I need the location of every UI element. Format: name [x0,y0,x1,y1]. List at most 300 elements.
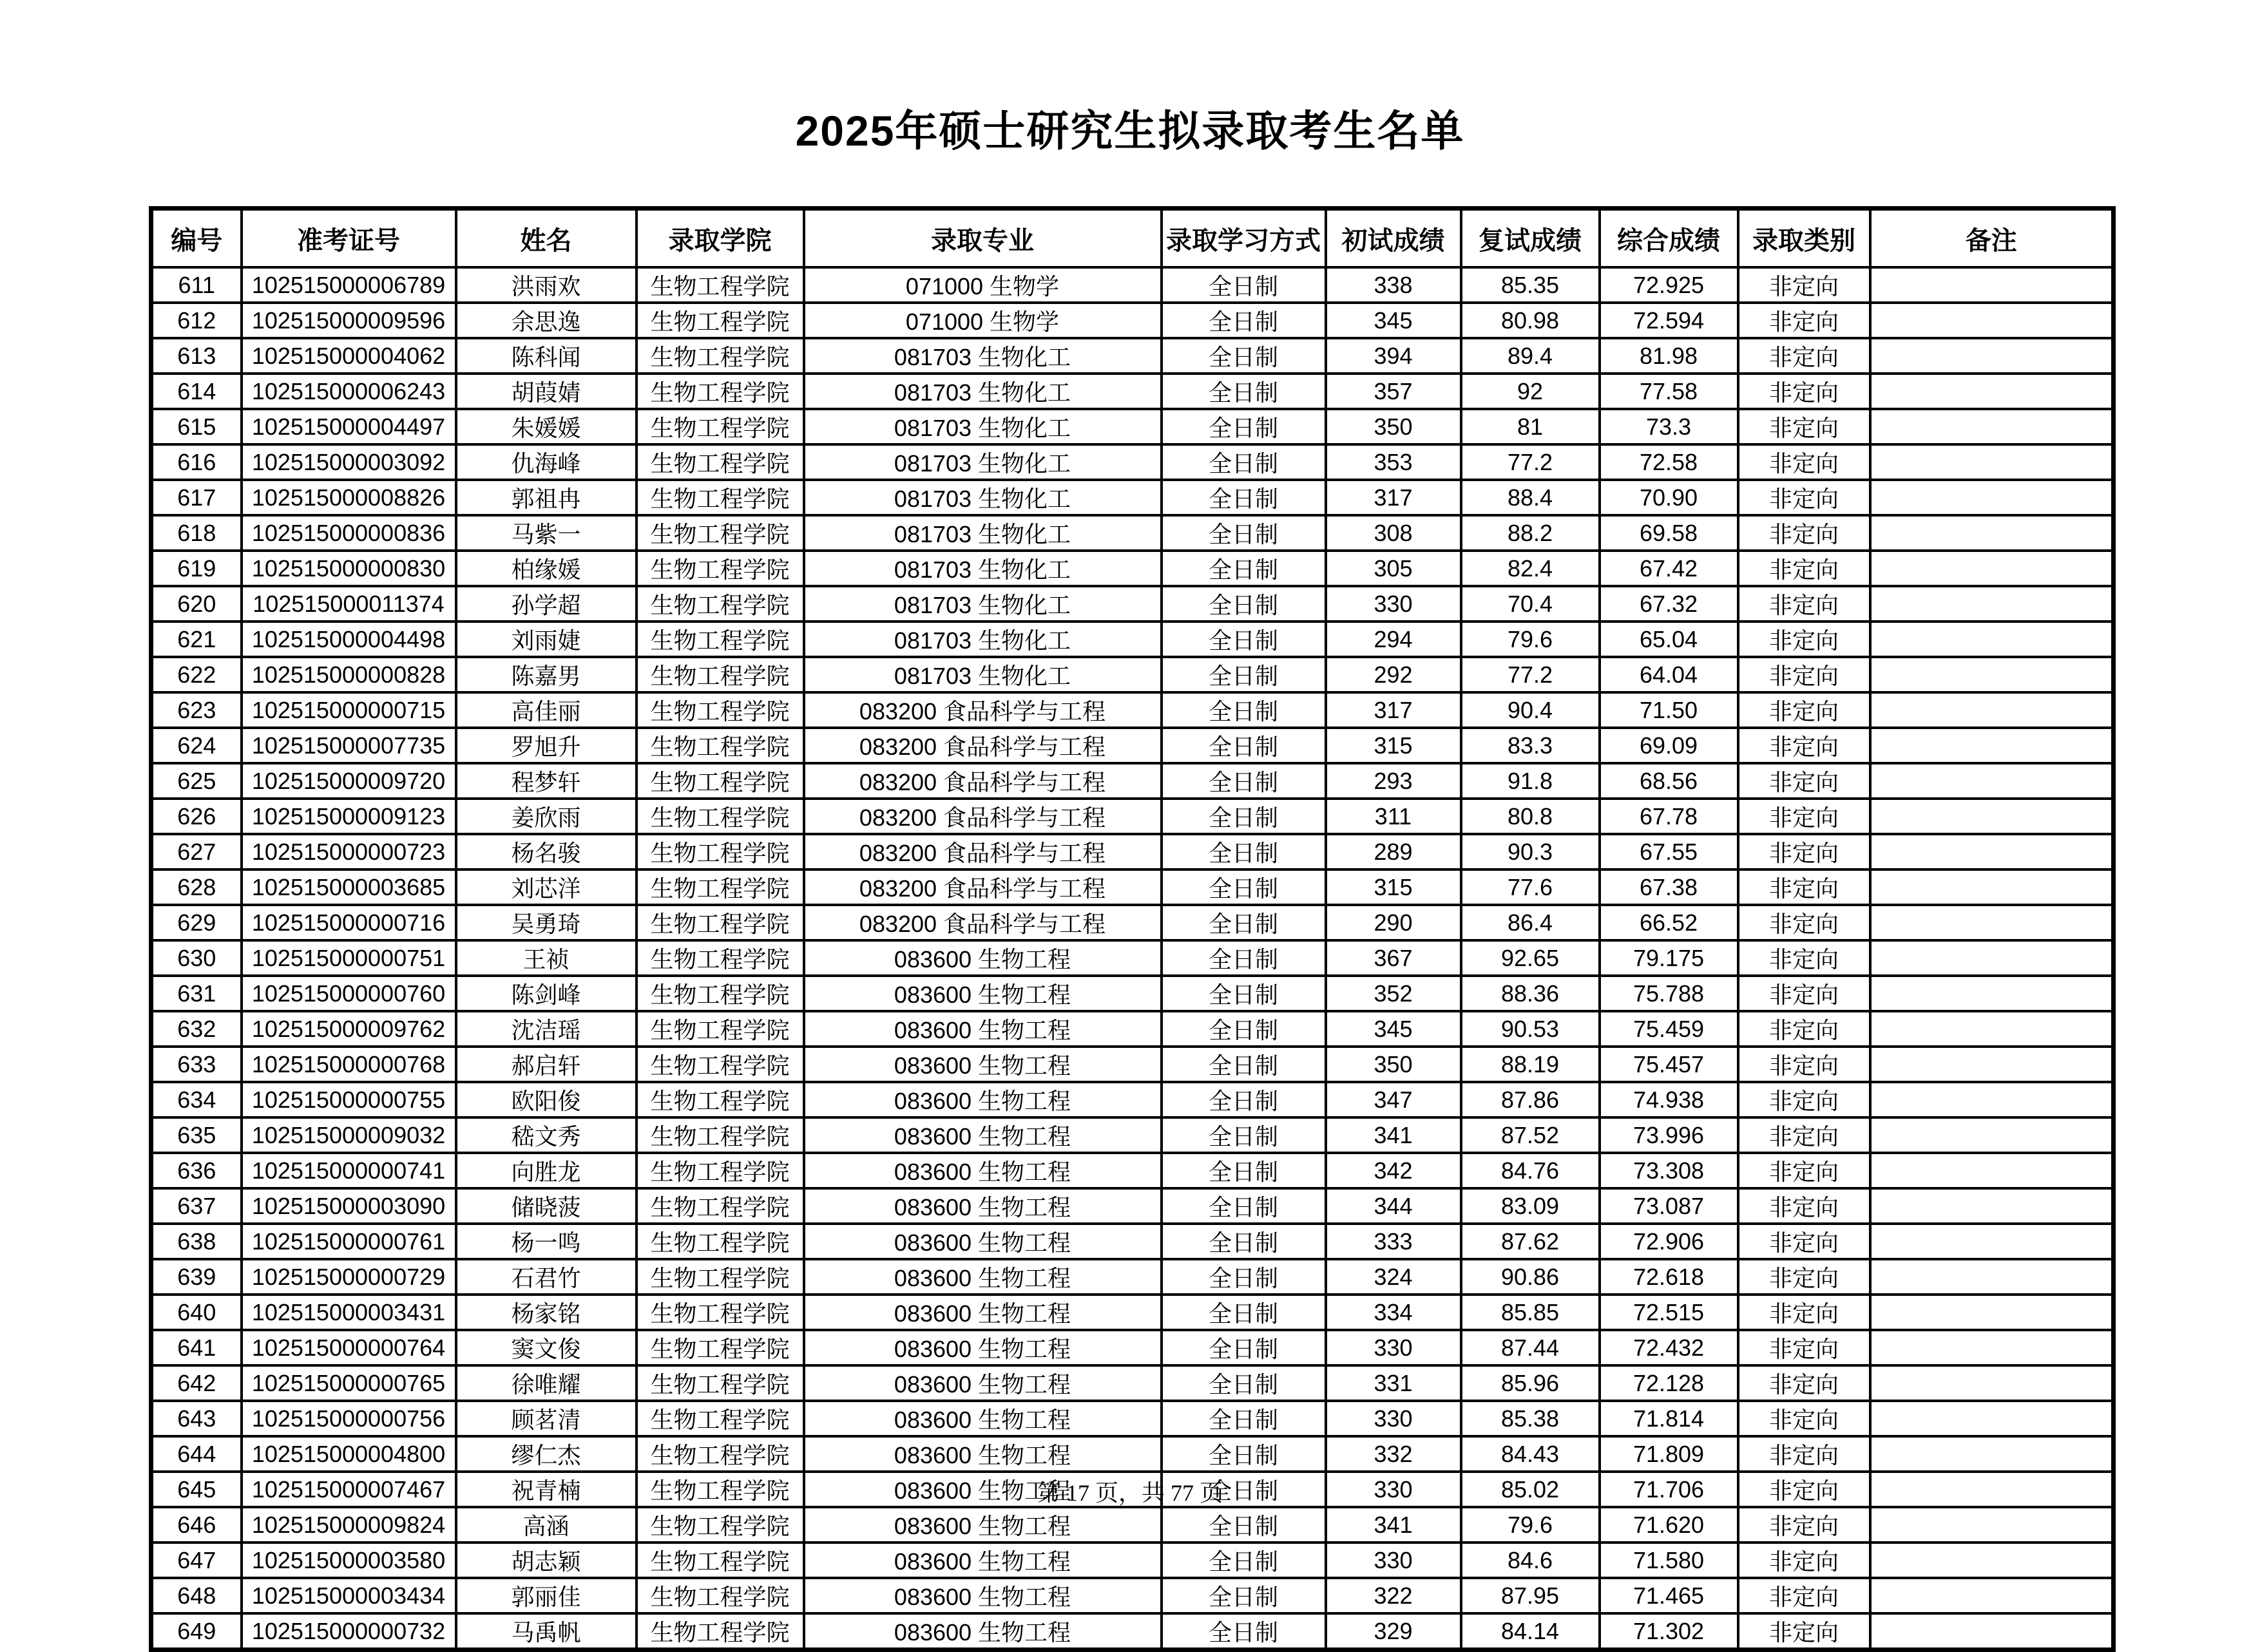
table-cell: 胡葭婧 [456,374,637,409]
table-cell: 102515000000716 [242,905,456,940]
table-cell: 非定向 [1738,940,1870,976]
column-header: 备注 [1870,209,2114,268]
table-cell: 627 [151,834,242,869]
table-cell: 生物工程学院 [637,1224,804,1259]
table-row [151,622,2114,657]
table-cell: 350 [1326,409,1461,444]
table-cell: 非定向 [1738,657,1870,692]
table-cell: 非定向 [1738,1613,1870,1650]
table-cell: 102515000000760 [242,976,456,1011]
table-cell: 72.432 [1600,1330,1738,1365]
table-cell: 生物工程学院 [637,1401,804,1436]
column-header: 综合成绩 [1600,209,1738,268]
table-cell: 生物工程学院 [637,515,804,551]
table-row [151,1613,2114,1650]
table-cell: 全日制 [1162,551,1326,586]
table-cell: 全日制 [1162,409,1326,444]
table-cell: 生物工程学院 [637,444,804,480]
table-cell: 75.788 [1600,976,1738,1011]
table-cell: 72.58 [1600,444,1738,480]
table-row [151,799,2114,834]
table-cell: 全日制 [1162,1259,1326,1295]
table-cell: 102515000000765 [242,1365,456,1401]
table-cell: 88.4 [1461,480,1600,515]
table-cell: 72.906 [1600,1224,1738,1259]
table-cell [1870,1295,2114,1330]
table-cell: 292 [1326,657,1461,692]
table-cell [1870,1082,2114,1117]
table-cell: 083600 生物工程 [804,1365,1162,1401]
table-cell: 73.3 [1600,409,1738,444]
table-row [151,444,2114,480]
table-cell: 332 [1326,1436,1461,1472]
table-row [151,1330,2114,1365]
table-cell: 罗旭升 [456,728,637,763]
table-cell: 081703 生物化工 [804,551,1162,586]
table-cell: 357 [1326,374,1461,409]
table-cell: 85.85 [1461,1295,1600,1330]
table-cell: 74.938 [1600,1082,1738,1117]
table-cell: 全日制 [1162,1188,1326,1224]
table-cell: 083200 食品科学与工程 [804,799,1162,834]
table-cell: 生物工程学院 [637,303,804,338]
table-row [151,1011,2114,1047]
table-cell [1870,1401,2114,1436]
table-cell: 102515000009032 [242,1117,456,1153]
table-cell: 72.925 [1600,267,1738,303]
table-cell [1870,1436,2114,1472]
table-cell: 102515000006789 [242,267,456,303]
table-cell: 102515000004800 [242,1436,456,1472]
table-cell [1870,1047,2114,1082]
table-cell: 102515000003090 [242,1188,456,1224]
table-row [151,267,2114,303]
table-cell: 637 [151,1188,242,1224]
table-cell: 081703 生物化工 [804,480,1162,515]
table-cell: 刘雨婕 [456,622,637,657]
table-cell: 83.09 [1461,1188,1600,1224]
table-cell: 徐唯耀 [456,1365,637,1401]
table-cell: 67.42 [1600,551,1738,586]
table-cell: 083600 生物工程 [804,1507,1162,1543]
table-cell: 330 [1326,1472,1461,1507]
table-cell: 王祯 [456,940,637,976]
table-cell: 67.38 [1600,869,1738,905]
table-cell [1870,905,2114,940]
table-cell: 生物工程学院 [637,1543,804,1578]
table-cell: 614 [151,374,242,409]
table-cell [1870,622,2114,657]
table-cell: 80.98 [1461,303,1600,338]
table-cell: 330 [1326,1401,1461,1436]
table-row [151,374,2114,409]
table-row [151,976,2114,1011]
table-cell: 293 [1326,763,1461,799]
table-row [151,303,2114,338]
table-cell [1870,586,2114,622]
table-cell: 石君竹 [456,1259,637,1295]
table-cell: 338 [1326,267,1461,303]
table-cell [1870,515,2114,551]
table-cell: 仇海峰 [456,444,637,480]
table-row [151,692,2114,728]
table-cell: 083600 生物工程 [804,1047,1162,1082]
column-header: 初试成绩 [1326,209,1461,268]
table-cell: 程梦轩 [456,763,637,799]
table-row [151,1082,2114,1117]
table-row [151,1543,2114,1578]
table-cell: 644 [151,1436,242,1472]
table-cell: 生物工程学院 [637,622,804,657]
table-cell: 非定向 [1738,1436,1870,1472]
table-cell: 102515000003434 [242,1578,456,1613]
table-cell [1870,1613,2114,1650]
table-cell: 71.580 [1600,1543,1738,1578]
table-cell: 非定向 [1738,338,1870,374]
table-cell: 非定向 [1738,692,1870,728]
table-cell: 85.02 [1461,1472,1600,1507]
table-cell: 生物工程学院 [637,586,804,622]
table-cell: 083600 生物工程 [804,1117,1162,1153]
table-cell [1870,1117,2114,1153]
table-row [151,834,2114,869]
table-cell: 102515000000830 [242,551,456,586]
table-cell: 84.76 [1461,1153,1600,1188]
table-cell: 非定向 [1738,728,1870,763]
table-cell: 生物工程学院 [637,1188,804,1224]
table-row [151,586,2114,622]
table-cell: 郭祖冉 [456,480,637,515]
table-cell: 80.8 [1461,799,1600,834]
table-cell: 全日制 [1162,728,1326,763]
table-cell: 081703 生物化工 [804,374,1162,409]
table-cell: 生物工程学院 [637,905,804,940]
table-cell: 345 [1326,1011,1461,1047]
table-cell: 生物工程学院 [637,1011,804,1047]
table-row [151,1117,2114,1153]
table-cell: 66.52 [1600,905,1738,940]
table-cell: 636 [151,1153,242,1188]
table-cell: 102515000004062 [242,338,456,374]
table-cell: 083600 生物工程 [804,1011,1162,1047]
table-cell: 102515000000729 [242,1259,456,1295]
table-cell: 102515000011374 [242,586,456,622]
table-cell: 102515000006243 [242,374,456,409]
table-cell [1870,1578,2114,1613]
table-cell: 102515000009596 [242,303,456,338]
table-cell: 081703 生物化工 [804,338,1162,374]
table-cell: 102515000000761 [242,1224,456,1259]
table-cell: 生物工程学院 [637,834,804,869]
table-cell: 315 [1326,869,1461,905]
table-cell: 083200 食品科学与工程 [804,728,1162,763]
table-cell: 全日制 [1162,338,1326,374]
table-cell: 081703 生物化工 [804,622,1162,657]
table-cell: 92 [1461,374,1600,409]
table-cell: 638 [151,1224,242,1259]
table-cell: 102515000007467 [242,1472,456,1507]
table-cell: 全日制 [1162,657,1326,692]
table-cell: 75.459 [1600,1011,1738,1047]
table-cell: 640 [151,1295,242,1330]
table-cell: 73.087 [1600,1188,1738,1224]
table-cell: 非定向 [1738,551,1870,586]
table-cell: 余思逸 [456,303,637,338]
table-cell: 郭丽佳 [456,1578,637,1613]
table-row [151,338,2114,374]
table-cell: 628 [151,869,242,905]
table-cell: 65.04 [1600,622,1738,657]
table-cell: 生物工程学院 [637,1436,804,1472]
table-cell: 83.3 [1461,728,1600,763]
table-cell: 非定向 [1738,444,1870,480]
table-cell: 646 [151,1507,242,1543]
table-cell: 储晓菠 [456,1188,637,1224]
table-cell: 71.809 [1600,1436,1738,1472]
table-cell: 生物工程学院 [637,657,804,692]
table-cell: 64.04 [1600,657,1738,692]
table-cell: 102515000009720 [242,763,456,799]
table-row [151,869,2114,905]
table-cell: 77.58 [1600,374,1738,409]
table-cell: 生物工程学院 [637,1507,804,1543]
table-cell: 624 [151,728,242,763]
table-cell: 生物工程学院 [637,1047,804,1082]
table-cell: 102515000004497 [242,409,456,444]
table-cell: 317 [1326,480,1461,515]
table-row [151,1401,2114,1436]
table-cell: 622 [151,657,242,692]
table-cell [1870,940,2114,976]
table-cell: 胡志颖 [456,1543,637,1578]
table-cell: 生物工程学院 [637,1259,804,1295]
table-cell: 全日制 [1162,905,1326,940]
table-row [151,1047,2114,1082]
table-cell: 非定向 [1738,1117,1870,1153]
table-cell [1870,1330,2114,1365]
table-cell: 非定向 [1738,1365,1870,1401]
table-cell: 生物工程学院 [637,1082,804,1117]
table-cell: 91.8 [1461,763,1600,799]
table-cell: 陈科闻 [456,338,637,374]
table-cell: 102515000000836 [242,515,456,551]
table-cell: 083600 生物工程 [804,940,1162,976]
table-cell: 083600 生物工程 [804,1259,1162,1295]
table-cell: 102515000000723 [242,834,456,869]
table-cell: 非定向 [1738,1188,1870,1224]
table-cell: 75.457 [1600,1047,1738,1082]
table-cell: 102515000007735 [242,728,456,763]
table-cell: 083600 生物工程 [804,1295,1162,1330]
table-header-row [151,209,2114,268]
table-cell: 344 [1326,1188,1461,1224]
table-cell: 645 [151,1472,242,1507]
table-cell: 626 [151,799,242,834]
table-cell: 85.35 [1461,267,1600,303]
table-cell: 生物工程学院 [637,374,804,409]
table-cell: 杨名骏 [456,834,637,869]
table-cell: 陈嘉男 [456,657,637,692]
table-cell: 353 [1326,444,1461,480]
table-cell: 非定向 [1738,480,1870,515]
table-cell [1870,1224,2114,1259]
table-cell: 102515000000715 [242,692,456,728]
table-cell: 083600 生物工程 [804,976,1162,1011]
table-cell: 85.96 [1461,1365,1600,1401]
table-cell: 324 [1326,1259,1461,1295]
table-cell: 90.4 [1461,692,1600,728]
table-cell: 生物工程学院 [637,976,804,1011]
table-cell: 102515000003685 [242,869,456,905]
table-cell: 柏缘媛 [456,551,637,586]
table-cell: 马禹帆 [456,1613,637,1650]
table-cell: 全日制 [1162,1153,1326,1188]
table-cell: 生物工程学院 [637,728,804,763]
table-cell: 70.90 [1600,480,1738,515]
table-cell: 90.86 [1461,1259,1600,1295]
table-cell: 全日制 [1162,1472,1326,1507]
table-row [151,905,2114,940]
table-cell: 全日制 [1162,834,1326,869]
table-cell: 102515000003431 [242,1295,456,1330]
table-cell: 祝青楠 [456,1472,637,1507]
table-cell: 345 [1326,303,1461,338]
table-cell: 329 [1326,1613,1461,1650]
table-cell: 非定向 [1738,799,1870,834]
table-cell: 全日制 [1162,1543,1326,1578]
table-cell: 342 [1326,1153,1461,1188]
table-cell: 非定向 [1738,905,1870,940]
table-cell: 611 [151,267,242,303]
table-cell: 083600 生物工程 [804,1330,1162,1365]
table-cell: 72.515 [1600,1295,1738,1330]
table-cell: 全日制 [1162,1507,1326,1543]
table-cell: 083600 生物工程 [804,1613,1162,1650]
table-cell: 全日制 [1162,1436,1326,1472]
table-cell: 71.706 [1600,1472,1738,1507]
table-cell: 071000 生物学 [804,303,1162,338]
table-cell: 633 [151,1047,242,1082]
table-cell: 非定向 [1738,763,1870,799]
table-cell: 102515000000828 [242,657,456,692]
table-cell: 孙学超 [456,586,637,622]
table-cell: 非定向 [1738,1401,1870,1436]
table-cell: 71.814 [1600,1401,1738,1436]
table-cell: 643 [151,1401,242,1436]
table-cell: 102515000004498 [242,622,456,657]
table-cell: 618 [151,515,242,551]
table-cell: 305 [1326,551,1461,586]
table-cell: 86.4 [1461,905,1600,940]
table-cell: 全日制 [1162,799,1326,834]
table-row [151,1507,2114,1543]
table-cell: 生物工程学院 [637,799,804,834]
column-header: 编号 [151,209,242,268]
table-cell: 88.2 [1461,515,1600,551]
table-cell: 洪雨欢 [456,267,637,303]
table-cell: 67.55 [1600,834,1738,869]
table-cell: 621 [151,622,242,657]
table-cell [1870,1011,2114,1047]
table-cell: 生物工程学院 [637,1578,804,1613]
table-row [151,551,2114,586]
table-cell: 083600 生物工程 [804,1436,1162,1472]
table-cell: 634 [151,1082,242,1117]
table-cell: 083600 生物工程 [804,1578,1162,1613]
table-cell: 333 [1326,1224,1461,1259]
admission-roster-table [149,206,2116,1652]
table-cell: 642 [151,1365,242,1401]
table-cell: 308 [1326,515,1461,551]
table-cell: 生物工程学院 [637,763,804,799]
table-cell: 马紫一 [456,515,637,551]
table-cell: 347 [1326,1082,1461,1117]
table-row [151,1295,2114,1330]
table-row [151,1224,2114,1259]
table-cell: 全日制 [1162,1224,1326,1259]
table-cell: 289 [1326,834,1461,869]
table-cell [1870,409,2114,444]
table-cell: 73.308 [1600,1153,1738,1188]
table-cell: 欧阳俊 [456,1082,637,1117]
table-cell: 生物工程学院 [637,338,804,374]
table-cell: 102515000000755 [242,1082,456,1117]
table-cell: 630 [151,940,242,976]
table-cell: 88.36 [1461,976,1600,1011]
table-cell: 生物工程学院 [637,409,804,444]
table-cell: 102515000000741 [242,1153,456,1188]
table-cell: 生物工程学院 [637,1613,804,1650]
table-cell: 102515000000768 [242,1047,456,1082]
table-row [151,763,2114,799]
table-cell: 87.95 [1461,1578,1600,1613]
table-cell: 071000 生物学 [804,267,1162,303]
table-cell: 全日制 [1162,480,1326,515]
table-cell: 缪仁杰 [456,1436,637,1472]
table-cell: 67.32 [1600,586,1738,622]
table-cell: 102515000000756 [242,1401,456,1436]
table-cell: 71.50 [1600,692,1738,728]
table-cell: 陈剑峰 [456,976,637,1011]
table-cell: 全日制 [1162,622,1326,657]
table-cell: 69.58 [1600,515,1738,551]
table-row [151,409,2114,444]
table-cell: 81.98 [1600,338,1738,374]
table-cell: 非定向 [1738,1224,1870,1259]
table-cell: 生物工程学院 [637,1153,804,1188]
table-cell: 非定向 [1738,1259,1870,1295]
table-cell [1870,338,2114,374]
table-row [151,1153,2114,1188]
table-cell: 616 [151,444,242,480]
table-cell: 102515000009123 [242,799,456,834]
table-cell: 生物工程学院 [637,1365,804,1401]
table-cell [1870,728,2114,763]
table-cell: 生物工程学院 [637,692,804,728]
table-cell: 102515000000764 [242,1330,456,1365]
table-cell: 617 [151,480,242,515]
table-cell: 高佳丽 [456,692,637,728]
table-cell: 639 [151,1259,242,1295]
table-cell: 生物工程学院 [637,551,804,586]
table-cell: 315 [1326,728,1461,763]
table-cell: 高涵 [456,1507,637,1543]
table-cell: 非定向 [1738,267,1870,303]
table-cell [1870,1507,2114,1543]
table-cell: 102515000009824 [242,1507,456,1543]
table-cell: 嵇文秀 [456,1117,637,1153]
column-header: 录取学院 [637,209,804,268]
